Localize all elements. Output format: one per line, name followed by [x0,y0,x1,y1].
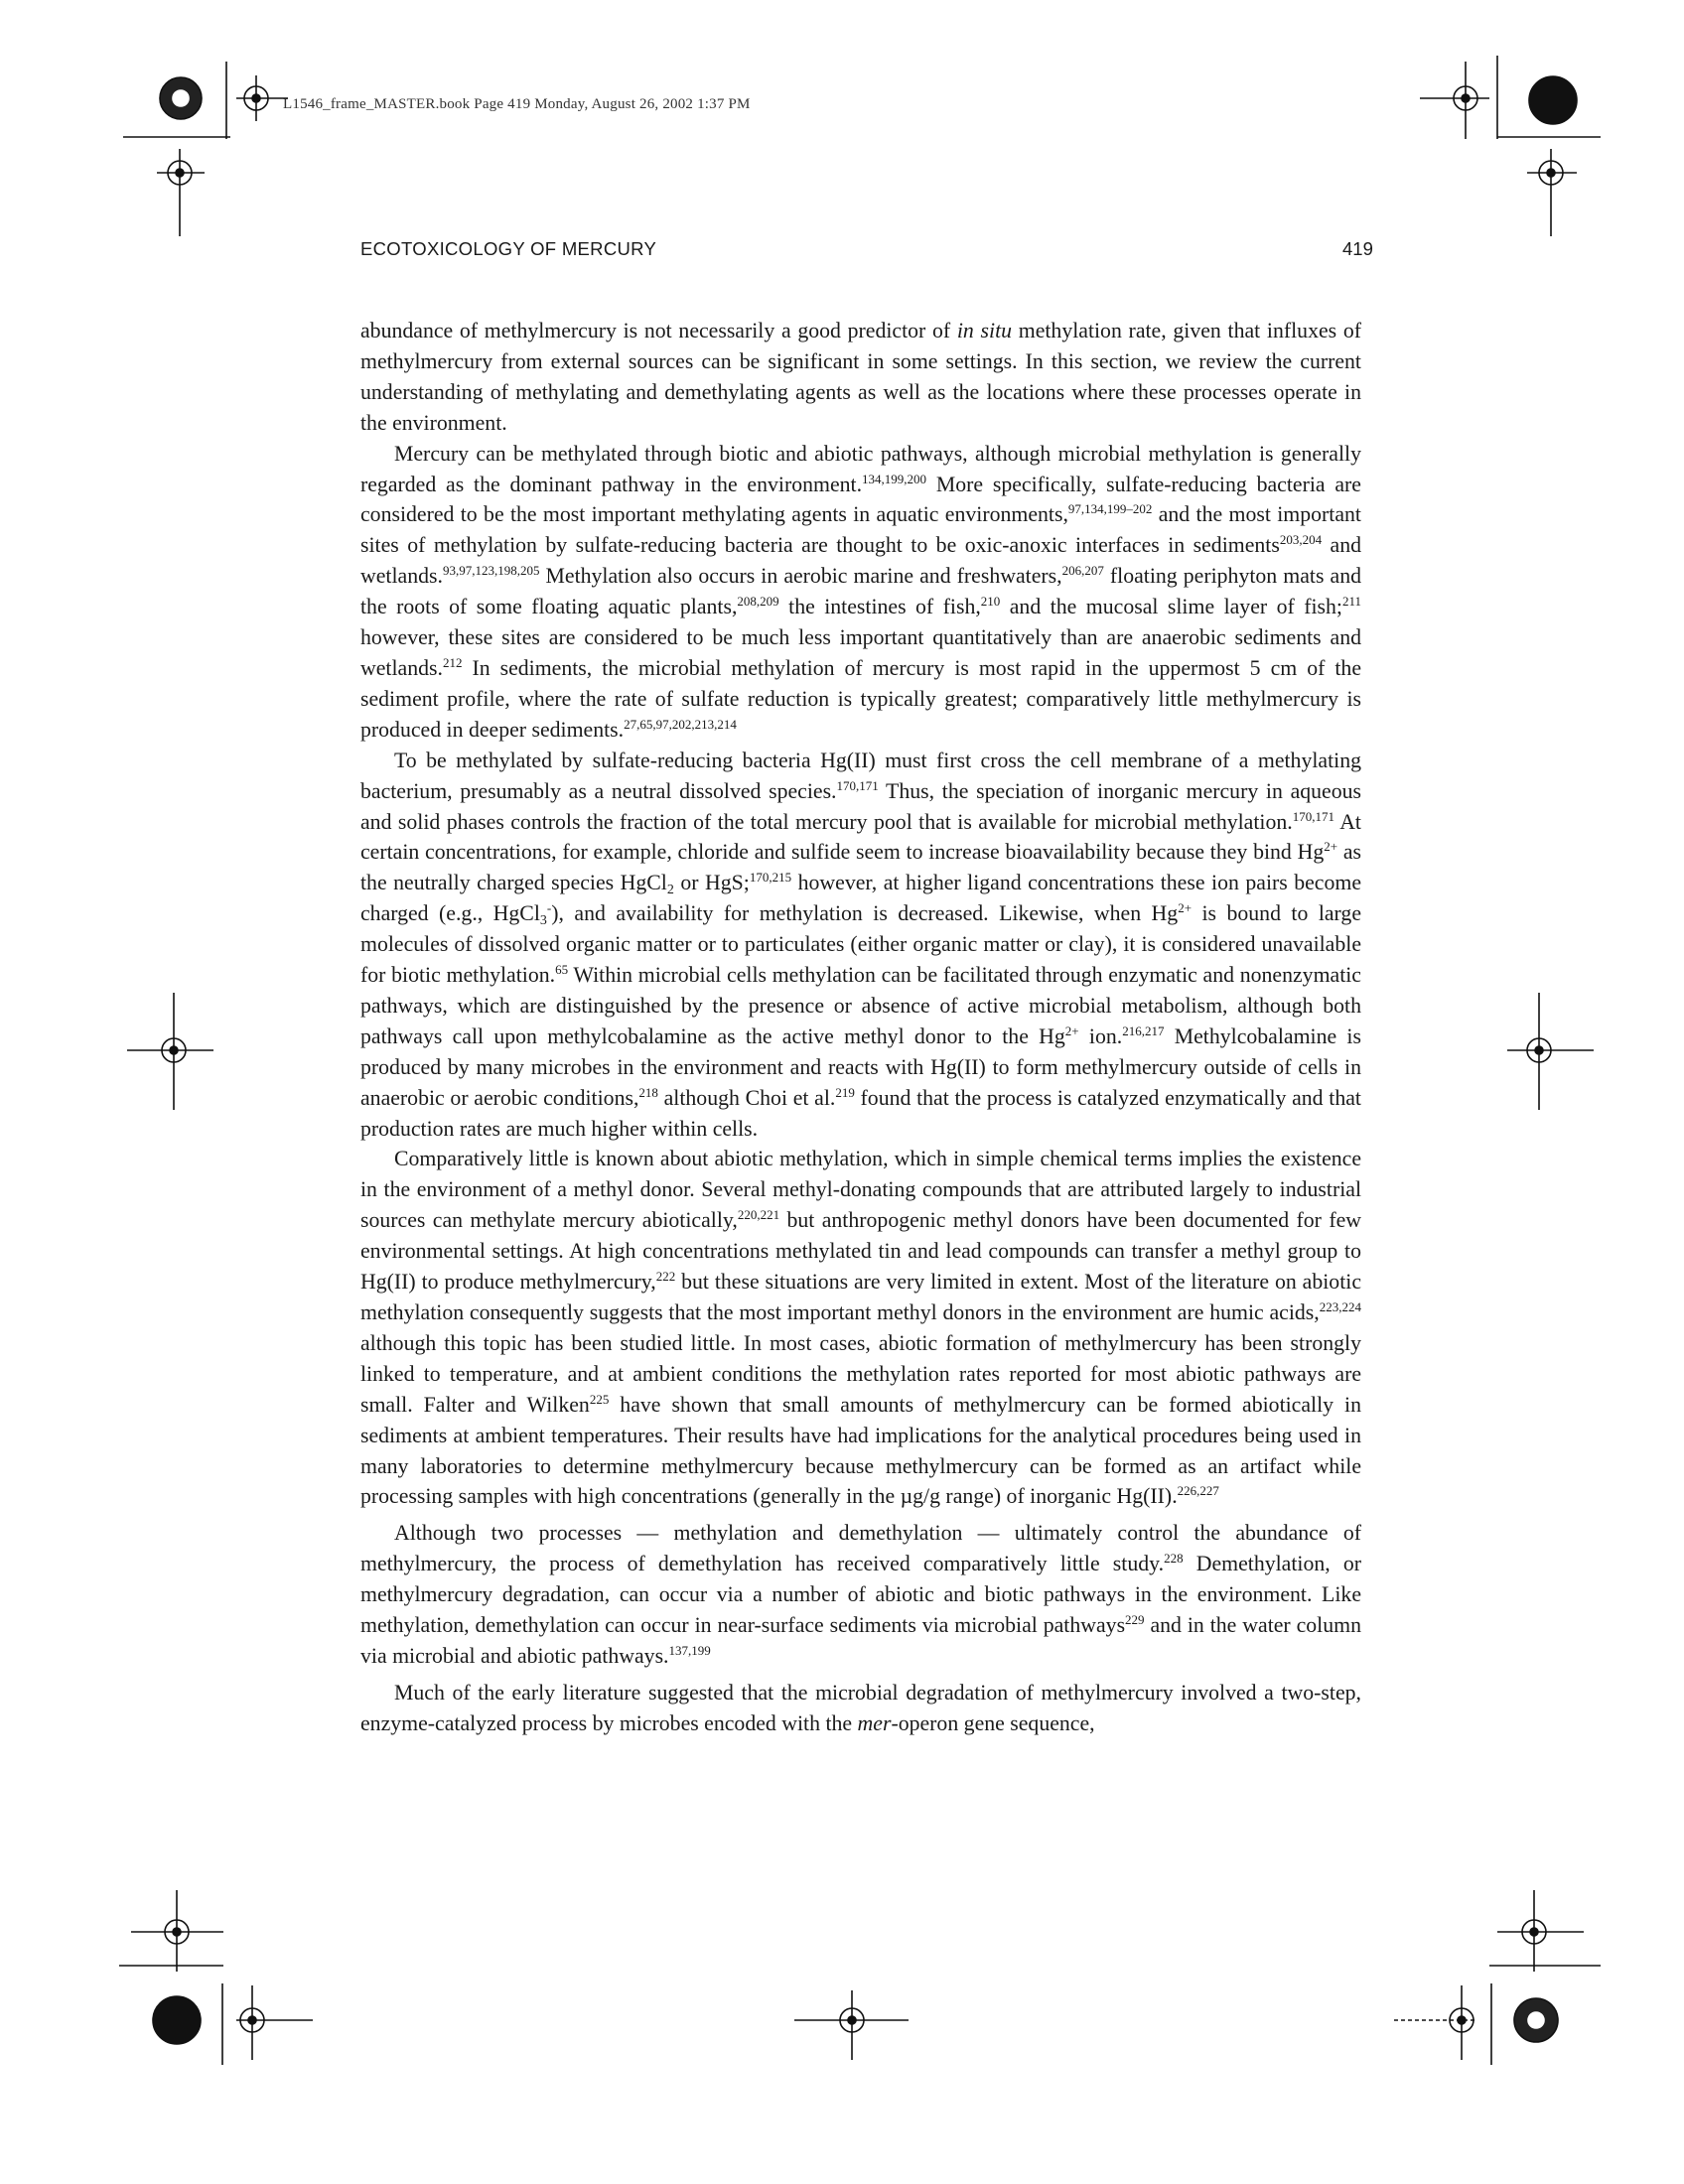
crosshair-mark-mid-right [1507,993,1594,1110]
running-head: ECOTOXICOLOGY OF MERCURY [360,238,657,259]
crosshair-mark-upper-left [123,137,230,236]
paragraph-2: Mercury can be methylated through biotic and abiotic pathways, although microbial methylation is generally regarded as the dominant pathway in the environment.$^{134,199,200}$ More specifically, sulfate-reducing bacteria are considered to be the most important methylating agents in aquatic environments,$^{97,134,199-202}$ and the most important sites of methylation by sulfate-reducing bacteria are thought to be oxic-anoxic interfaces in sediments$^{203,204}$ and wetlands.$^{93,97,123,198,205}$ Methylation also occurs in aerobic marine and freshwaters,$^{206,207}$ floating periphyton mats and the roots of some floating aquatic plants,$^{208,209}$ the intestines of fish,$^{210}$ and the mucosal slime layer of fish;$^{211}$ however, these sites are considered to be much less important quantitatively than are anaerobic sediments and wetlands.$^{212}$ In sediments, the microbial methylation of mercury is most rapid in the uppermost 5 cm of the sediment profile, where the rate of sulfate reduction is typically greatest; comparatively little methylmercury is produced in deeper sediments.$^{27,65,97,202,213,214}$ [360,441,1362,742]
starburst-mark-bottom-right [1514,1998,1558,2042]
solid-dot-mark-bottom-left [153,1996,201,2044]
solid-dot-mark-top-right [1529,76,1577,124]
crosshair-mark-upper-right [1497,137,1601,236]
paragraph-3: To be methylated by sulfate-reducing bacteria Hg(II) must first cross the cell membrane of a methylating bacterium, presumably as a neutral dissolved species.$^{170,171}$ Thus, the speciation of inorganic mercury in aqueous and solid phases controls the fraction of the total mercury pool that is available for microbial methylation.$^{170,171}$ At certain concentrations, for example, chloride and sulfide seem to increase bioavailability because they bind $Hg^{2+}$ as the neutrally charged species HgCl$_2$ or HgS;$^{170,215}$ however, at higher ligand concentrations these ion pairs become charged (e.g., HgCl$_3$-), and availability for methylation is decreased. Likewise, when $Hg^{2+}$ is bound to large molecules of dissolved organic matter or to particulates (either organic matter or clay), it is considered unavailable for biotic methylation.$^{65}$ Within microbial cells methylation can be facilitated through enzymatic and nonenzymatic pathways, which are distinguished by the presence or absence of active microbial metabolism, although both pathways call upon methylcobalamine as the active methyl donor to the $Hg^{2+}$ ion.$^{216,217}$ Methylcobalamine is produced by many microbes in the environment and reacts with Hg(II) to form methylmercury outside of cells in anaerobic or aerobic conditions,$^{218}$ although Choi et al.$^{219}$ found that the process is catalyzed enzymatically and that production rates are much higher within cells. [360,748,1362,1141]
paragraph-4: Comparatively little is known about abiotic methylation, which in simple chemical terms implies the existence in the environment of a methyl donor. Several methyl-donating compounds that are attributed largely to industrial sources can methylate mercury abiotically,$^{220,221}$ but anthropogenic methyl donors have been documented for few environmental settings. At high concentrations methylated tin and lead compounds can transfer a methyl group to Hg(II) to produce methylmercury,$^{222}$ but these situations are very limited in extent. Most of the literature on abiotic methylation consequently suggests that the most important methyl donors in the environment are humic acids,$^{223,224}$ although this topic has been studied little. In most cases, abiotic formation of methylmercury has been strongly linked to temperature, and at ambient conditions the methylation rates reported for most abiotic pathways are small. Falter and Wilken$^{225}$ have shown that small amounts of methylmercury can be formed abiotically in sediments at ambient temperatures. Their results have had implications for the analytical procedures being used in many laboratories to determine methylmercury because methylmercury can be formed as an artifact while processing samples with high concentrations (generally in the µg/g range) of inorganic Hg(II).$^{226,227}$ [360,1147,1362,1509]
crosshair-mark-mid-left [127,993,213,1110]
crosshair-mark-bottom-center [794,1990,909,2060]
paragraph-5: Although two processes — methylation and demethylation — ultimately control the abundance of methylmercury, the process of demethylation has received comparatively little study.$^{228}$ Demethylation, or methylmercury degradation, can occur via a number of abiotic and biotic pathways in the environment. Like methylation, demethylation can occur in near-surface sediments via microbial pathways$^{229}$ and in the water column via microbial and abiotic pathways.$^{137,199}$ [360,1521,1362,1668]
page-number: 419 [1342,238,1373,259]
body-text [360,316,1361,1739]
crosshair-mark-bottom-left-2 [236,1985,313,2060]
crosshair-mark-top-left [236,75,288,121]
paragraph-1: abundance of methylmercury is not necessarily a good predictor of in situ methylation rate, given that influxes of methylmercury from external sources can be significant in some settings. In this section, we review the current understanding of methylating and demethylating agents as well as the locations where these processes operate in the environment. [360,319,1361,435]
crosshair-mark-bottom-left [119,1890,223,1972]
crosshair-mark-bottom-right [1489,1890,1601,1972]
starburst-mark-top-left [160,77,202,119]
crosshair-mark-top-right [1420,56,1497,139]
paragraph-6: Much of the early literature suggested that the microbial degradation of methylmercury involved a two-step, enzyme-catalyzed process by microbes encoded with the mer-operon gene sequence, [360,1680,1361,1735]
file-slug-line: L1546_frame_MASTER.book Page 419 Monday, August 26, 2002 1:37 PM [283,96,751,112]
crosshair-mark-bottom-right-2 [1394,1985,1477,2060]
